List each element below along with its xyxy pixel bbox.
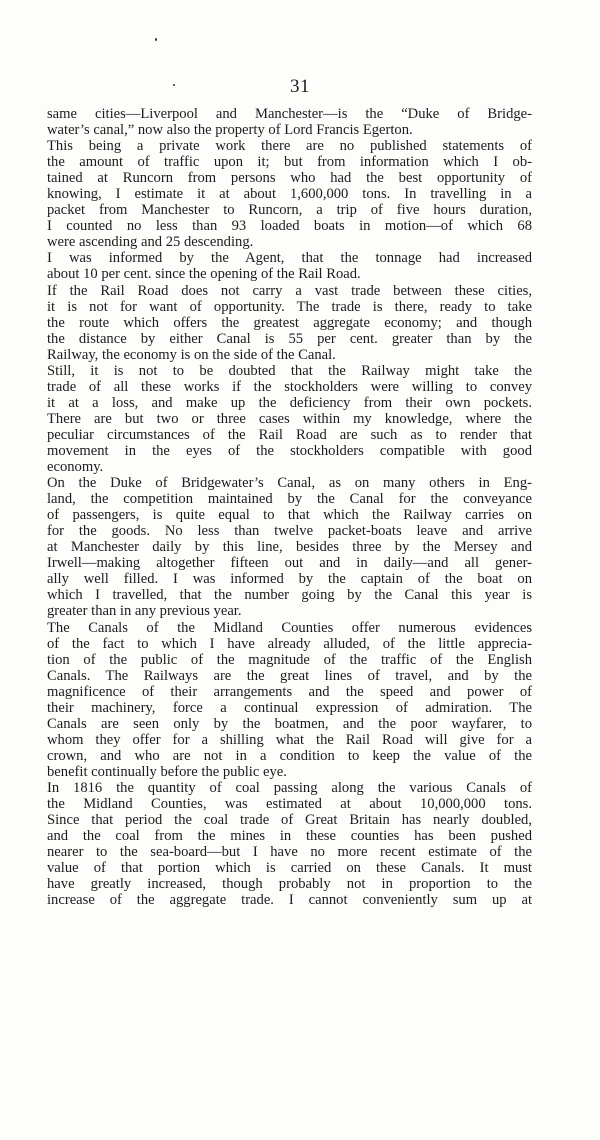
text-line: increase of the aggregate trade. I cannot conveniently sum up at [47, 892, 532, 909]
text-line: magnificence of their arrangements and the speed and power of [47, 683, 532, 700]
text-line: movement in the eyes of the stockholders compatible with good [47, 442, 532, 459]
text-line: at Manchester daily by this line, besides three by the Mersey and [47, 539, 532, 556]
text-line: benefit continually before the public eye. [47, 763, 287, 780]
page-number: 31 [290, 76, 310, 97]
text-line: Since that period the coal trade of Great Britain has nearly doubled, [47, 812, 532, 829]
ink-speck [155, 38, 157, 41]
text-line: The Canals of the Midland Counties offer numerous evidences [47, 619, 532, 636]
text-line: their machinery, force a continual expression of admiration. The [47, 699, 532, 716]
text-line: Still, it is not to be doubted that the Railway might take the [47, 362, 532, 379]
body-text [47, 106, 532, 908]
text-line: were ascending and 25 descending. [47, 234, 254, 251]
text-line: Railway, the economy is on the side of the Canal. [47, 346, 336, 363]
text-line: which I travelled, that the number going by the Canal this year is [47, 587, 532, 604]
text-line: I counted no less than 93 loaded boats in motion—of which 68 [47, 218, 532, 235]
text-line: have greatly increased, though probably not in proportion to the [47, 876, 532, 893]
text-line: crown, and who are not in a condition to keep the value of the [47, 747, 532, 764]
text-line: trade of all these works if the stockholders were willing to convey [47, 378, 532, 395]
text-line: it at a loss, and make up the deficiency from their own pockets. [47, 394, 532, 411]
text-line: of passengers, is quite equal to that which the Railway carries on [47, 507, 532, 524]
text-line: Canals are seen only by the boatmen, and the poor wayfarer, to [47, 715, 532, 732]
text-line: of the fact to which I have already alluded, of the little apprecia- [47, 635, 532, 652]
text-line: the distance by either Canal is 55 per cent. greater than by the [47, 330, 532, 347]
text-line: and the coal from the mines in these counties has been pushed [47, 828, 532, 845]
text-line: Irwell—making altogether fifteen out and in daily—and all gener- [47, 555, 532, 572]
text-line: ally well filled. I was informed by the captain of the boat on [47, 571, 532, 588]
text-line: There are but two or three cases within my knowledge, where the [47, 410, 532, 427]
text-line: This being a private work there are no published statements of [47, 138, 532, 155]
text-line: Canals. The Railways are the great lines of travel, and by the [47, 667, 532, 684]
text-line: In 1816 the quantity of coal passing along the various Canals of [47, 779, 532, 796]
text-line: the amount of traffic upon it; but from information which I ob- [47, 154, 532, 171]
text-line: the route which offers the greatest aggregate economy; and though [47, 314, 532, 331]
text-line: economy. [47, 459, 104, 476]
text-line: whom they offer for a shilling what the Rail Road will give for a [47, 731, 532, 748]
text-line: packet from Manchester to Runcorn, a trip of five hours duration, [47, 202, 532, 219]
text-line: nearer to the sea-board—but I have no more recent estimate of the [47, 844, 532, 861]
text-line: for the goods. No less than twelve packet-boats leave and arrive [47, 523, 532, 540]
text-line: value of that portion which is carried on these Canals. It must [47, 860, 532, 877]
text-line: If the Rail Road does not carry a vast trade between these cities, [47, 282, 532, 299]
text-line: knowing, I estimate it at about 1,600,000 tons. In travelling in a [47, 186, 532, 203]
text-line: the Midland Counties, was estimated at about 10,000,000 tons. [47, 796, 532, 813]
text-line: water’s canal,” now also the property of Lord Francis Egerton. [47, 122, 413, 139]
text-line: tion of the public of the magnitude of the traffic of the English [47, 651, 532, 668]
text-line: greater than in any previous year. [47, 603, 242, 620]
text-line: same cities—Liverpool and Manchester—is the “Duke of Bridge- [47, 106, 532, 122]
text-line: about 10 per cent. since the opening of the Rail Road. [47, 266, 361, 283]
text-line: land, the competition maintained by the Canal for the conveyance [47, 491, 532, 508]
text-line: peculiar circumstances of the Rail Road are such as to render that [47, 426, 532, 443]
text-line: tained at Runcorn from persons who had the best opportunity of [47, 170, 532, 187]
text-line: it is not for want of opportunity. The trade is there, ready to take [47, 298, 532, 315]
text-line: On the Duke of Bridgewater’s Canal, as on many others in Eng- [47, 475, 532, 492]
text-line: I was informed by the Agent, that the tonnage had increased [47, 250, 532, 267]
